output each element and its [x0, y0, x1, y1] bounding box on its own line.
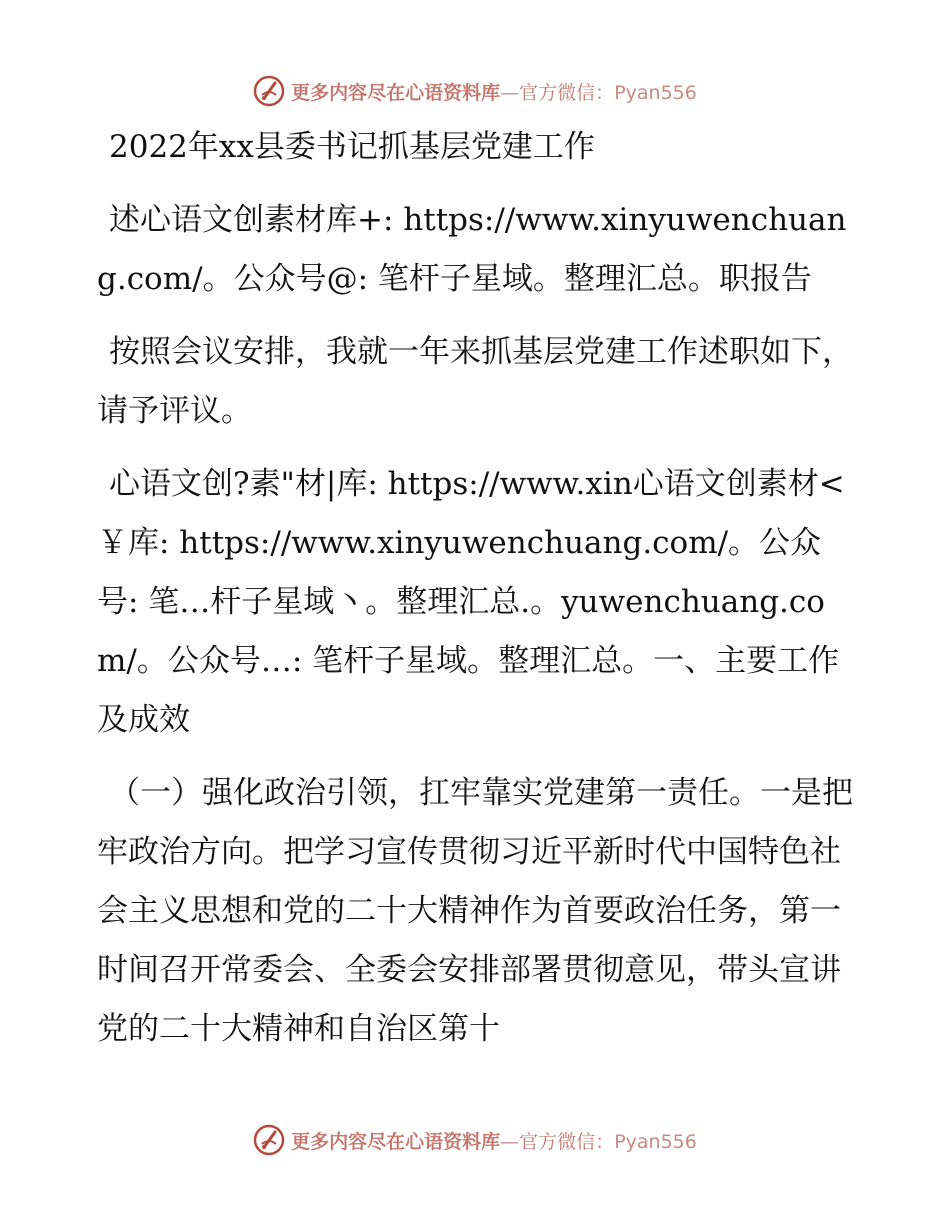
banner-text	[291, 78, 697, 105]
document-body	[97, 118, 857, 1059]
banner-text	[291, 1127, 697, 1154]
header-watermark-banner	[0, 71, 950, 111]
book-quill-logo-icon	[253, 75, 285, 107]
banner-brand: 更多内容尽在心语资料库	[291, 81, 501, 104]
banner-separator: —	[500, 1130, 520, 1153]
banner-wechat-label: 官方微信：	[519, 81, 615, 104]
paragraph-4: （一）强化政治引领，扛牢靠实党建第一责任。一是把牢政治方向。把学习宣传贯彻习近平新时代中国特色社会主义思想和党的二十大精神作为首要政治任务，第一时间召开常委会、全委会安排部署贯彻意见，带头宣讲党的二十大精神和自治区第十	[97, 775, 853, 1047]
paragraph-3: 心语文创?素"材|库: https://www.xin心语文创素材<￥库: https://www.xinyuwenchuang.com/。公众号: 笔…杆子星域丶。整理汇总.。yuwenchuang.com/。公众号…: 笔杆子星域。整理汇总。一、主要工作及成效	[97, 466, 845, 738]
banner-brand: 更多内容尽在心语资料库	[291, 1130, 501, 1153]
banner-wechat-id: Pyan556	[614, 81, 697, 104]
paragraph-1: 述心语文创素材库+: https://www.xinyuwenchuang.com/。公众号@: 笔杆子星域。整理汇总。职报告	[97, 202, 847, 297]
footer-watermark-banner	[0, 1120, 950, 1160]
banner-separator: —	[500, 81, 520, 104]
banner-wechat-id: Pyan556	[614, 1130, 697, 1153]
paragraph-2: 按照会议安排，我就一年来抓基层党建工作述职如下，请予评议。	[97, 334, 853, 429]
book-quill-logo-icon	[253, 1124, 285, 1156]
document-title: 2022年xx县委书记抓基层党建工作	[109, 129, 595, 165]
banner-wechat-label: 官方微信：	[519, 1130, 615, 1153]
